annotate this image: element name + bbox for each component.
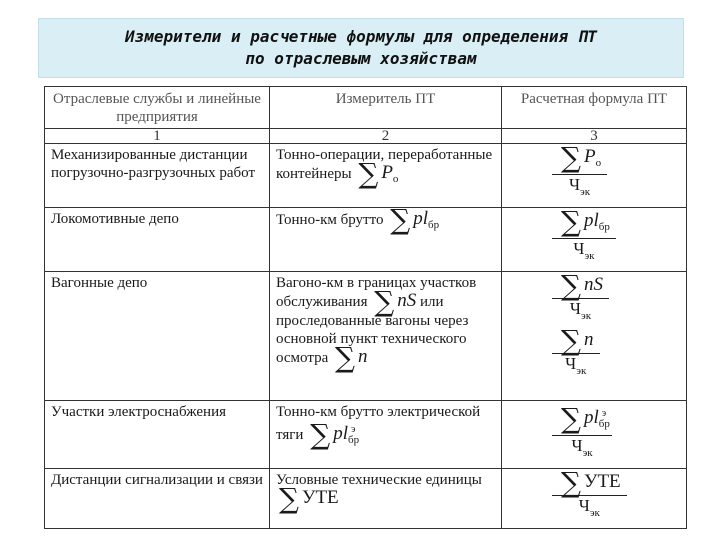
fraction-numerator xyxy=(552,466,627,499)
formula-symbol: УТЕ xyxy=(584,471,621,492)
fraction-denominator xyxy=(552,354,600,380)
measure-cell xyxy=(270,469,502,529)
sigma-symbol: ∑ xyxy=(310,418,331,451)
fraction-denominator xyxy=(552,299,609,325)
measure-formula xyxy=(371,285,417,318)
denominator-subscript: эк xyxy=(576,365,587,377)
denominator-symbol: Ч xyxy=(571,436,583,455)
formula-subscript: бр xyxy=(428,219,440,231)
sigma-symbol: ∑ xyxy=(561,269,581,302)
measure-text: или проследованные вагоны через основной пункт технического осмотра xyxy=(276,294,469,366)
measure-formula xyxy=(276,482,339,515)
formula-symbol: УТЕ xyxy=(302,487,339,508)
denominator-symbol: Ч xyxy=(569,299,581,318)
formula-cell xyxy=(502,205,687,272)
fraction-numerator xyxy=(552,205,616,239)
formula-symbol: pl xyxy=(584,407,599,428)
sigma-symbol: ∑ xyxy=(358,157,379,190)
fraction xyxy=(552,466,627,522)
fraction xyxy=(552,205,616,265)
denominator-symbol: Ч xyxy=(578,496,590,515)
measure-text: Тонно-км брутто xyxy=(276,212,384,228)
table-row xyxy=(45,401,687,469)
fraction xyxy=(552,141,607,201)
header-services: Отраслевые службы и линейные предприятия xyxy=(45,87,270,129)
fraction-numerator xyxy=(552,141,607,175)
sigma-symbol: ∑ xyxy=(374,285,395,318)
fraction xyxy=(552,402,612,462)
measure-cell xyxy=(270,144,502,208)
formula-symbol: n xyxy=(584,329,594,350)
formula-cell xyxy=(502,401,687,469)
formula-symbol: pl xyxy=(413,208,428,229)
service-cell: Вагонные депо xyxy=(45,272,270,401)
fraction-denominator xyxy=(552,436,612,462)
formula-subscript: о xyxy=(595,157,602,169)
sigma-symbol: ∑ xyxy=(390,203,411,236)
measure-cell xyxy=(270,272,502,401)
fraction xyxy=(552,324,600,380)
fraction-numerator xyxy=(552,324,600,357)
formula-superscript: э xyxy=(601,408,607,419)
denominator-subscript: эк xyxy=(582,447,593,459)
formula-symbol: P xyxy=(381,162,393,183)
sigma-symbol: ∑ xyxy=(561,205,581,238)
denominator-symbol: Ч xyxy=(568,175,581,194)
measure-formula xyxy=(332,341,368,374)
measure-text: Тонно-км брутто электрической тяги xyxy=(276,404,481,443)
table-row xyxy=(45,272,687,401)
fraction-denominator xyxy=(552,496,627,522)
service-cell: Дистанции сигнализации и связи xyxy=(45,469,270,529)
formula-symbol: n xyxy=(357,346,368,367)
measure-formula xyxy=(355,157,399,190)
service-cell: Локомотивные депо xyxy=(45,208,270,272)
measures-table-container xyxy=(44,86,686,529)
formula-symbol: nS xyxy=(397,290,417,311)
formula-superscript: э xyxy=(351,424,356,435)
table-row xyxy=(45,208,687,272)
formula-subscript: бр xyxy=(598,418,610,430)
header-formula: Расчетная формула ПТ xyxy=(502,87,687,129)
formula-subscript: бр xyxy=(347,434,360,446)
denominator-subscript: эк xyxy=(589,507,600,519)
fraction xyxy=(552,269,609,325)
column-number: 3 xyxy=(502,129,687,144)
title-line-2: по отраслевым хозяйствам xyxy=(245,49,477,68)
fraction-numerator xyxy=(552,402,612,436)
title-banner xyxy=(38,18,684,78)
table-row xyxy=(45,469,687,529)
formula-subscript: о xyxy=(392,173,399,185)
sigma-symbol: ∑ xyxy=(561,324,581,357)
table-row xyxy=(45,144,687,208)
service-cell: Участки электроснабжения xyxy=(45,401,270,469)
measure-text: Тонно-операции, переработанные контейнеры xyxy=(276,147,493,182)
measure-text: Вагоно-км в границах участков обслуживания xyxy=(276,275,477,310)
header-measure: Измеритель ПТ xyxy=(270,87,502,129)
measure-cell xyxy=(270,401,502,469)
fraction-denominator xyxy=(552,175,607,201)
column-number: 1 xyxy=(45,129,270,144)
denominator-subscript: эк xyxy=(580,186,591,198)
formula-cell xyxy=(502,141,687,208)
formula-symbol: pl xyxy=(333,423,348,444)
denominator-symbol: Ч xyxy=(565,354,577,373)
formula-cell xyxy=(502,466,687,529)
column-number: 2 xyxy=(270,129,502,144)
sigma-symbol: ∑ xyxy=(279,482,299,515)
denominator-symbol: Ч xyxy=(573,239,585,258)
formula-symbol: P xyxy=(584,146,596,167)
formula-cell xyxy=(502,269,687,401)
measure-formula xyxy=(307,418,360,451)
sigma-symbol: ∑ xyxy=(561,141,581,174)
formula-symbol: pl xyxy=(584,210,599,231)
sigma-symbol: ∑ xyxy=(334,341,355,374)
denominator-subscript: эк xyxy=(584,250,595,262)
fraction-denominator xyxy=(552,239,616,265)
measure-cell xyxy=(270,203,502,272)
fraction-numerator xyxy=(552,269,609,302)
formula-subscript: бр xyxy=(598,221,610,233)
service-cell: Механизированные дистанции погрузочно-разгрузочных работ xyxy=(45,144,270,208)
table-header-row xyxy=(45,87,687,129)
sigma-symbol: ∑ xyxy=(561,402,581,435)
denominator-subscript: эк xyxy=(580,310,592,322)
measure-formula xyxy=(387,203,440,236)
sigma-symbol: ∑ xyxy=(561,466,581,499)
formula-symbol: nS xyxy=(584,274,603,295)
column-number-row xyxy=(45,129,687,144)
measures-table xyxy=(44,86,687,529)
measure-text: Условные технические единицы xyxy=(276,472,482,488)
title-line-1: Измерители и расчетные формулы для определения ПТ xyxy=(124,27,597,46)
